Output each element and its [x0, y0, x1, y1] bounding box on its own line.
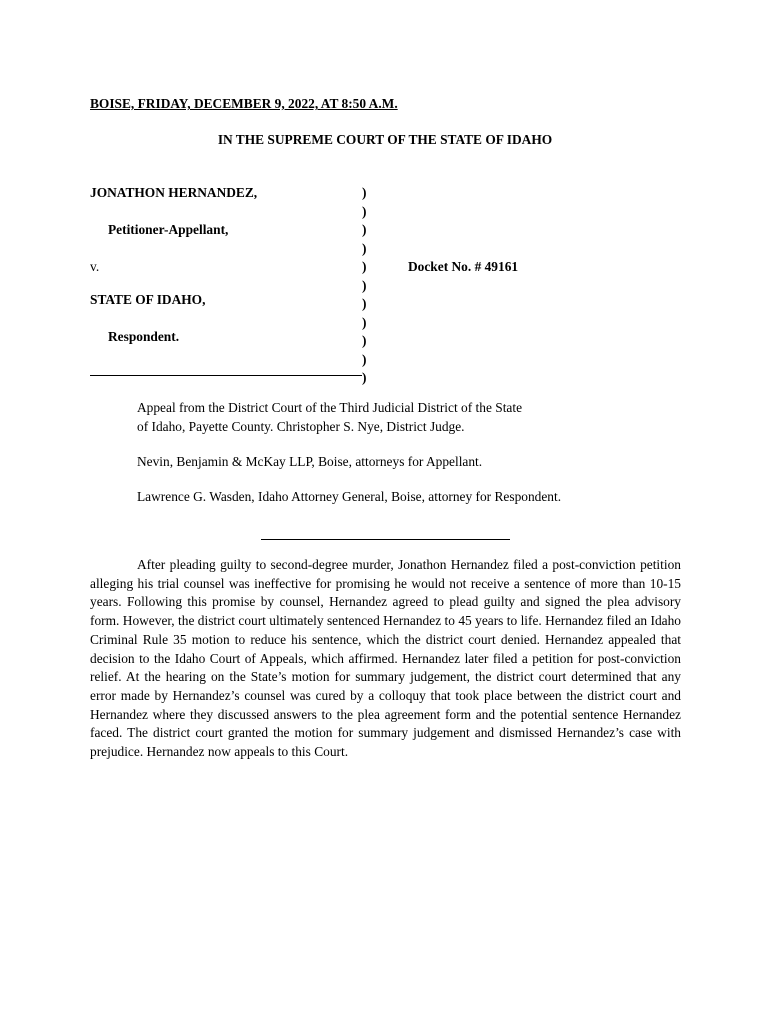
caption-paren: ) — [362, 185, 367, 200]
appeal-from-line: Appeal from the District Court of the Third Judicial District of the State — [137, 400, 523, 415]
appeal-from — [137, 398, 657, 436]
caption-versus: v. — [90, 259, 100, 274]
caption-paren: ) — [362, 240, 367, 256]
attorneys-appellant: Nevin, Benjamin & McKay LLP, Boise, attorneys for Appellant. — [137, 454, 483, 469]
caption-paren: ) — [362, 296, 367, 311]
caption-paren: ) — [362, 370, 367, 385]
docket-number: Docket No. # 49161 — [408, 259, 519, 274]
section-divider — [261, 539, 510, 540]
caption-paren: ) — [362, 333, 367, 348]
appeal-from-line: of Idaho, Payette County. Christopher S. Nye, District Judge. — [137, 419, 465, 434]
caption-petitioner: JONATHON HERNANDEZ, — [90, 185, 258, 200]
caption-paren: ) — [362, 351, 367, 367]
summary-paragraph: After pleading guilty to second-degree murder, Jonathon Hernandez filed a post-conviction petition alleging his trial counsel was ineffective for promising he would not receive a sentence of more than 10-15 years. Following this promise by counsel, Hernandez agreed to plead guilty and signed the plea advisory form. However, the district court ultimately sentenced Hernandez to 45 years to life. Hernandez filed an Idaho Criminal Rule 35 motion to reduce his sentence, which the district court denied. Hernandez appealed that decision to the Idaho Court of Appeals, which affirmed. Hernandez later filed a petition for post-conviction relief. At the hearing on the State’s motion for summary judgement, the district court determined that any error made by Hernandez’s counsel was cured by a colloquy that took place between the district court and Hernandez where they discussed answers to the plea agreement form and the potential sentence Hernandez faced. The district court granted the motion for summary judgement and dismissed Hernandez’s case with prejudice. Hernandez now appeals to this Court. — [90, 557, 681, 760]
caption-paren: ) — [362, 259, 367, 274]
court-title: IN THE SUPREME COURT OF THE STATE OF IDAHO — [217, 132, 553, 147]
caption-paren-column — [362, 184, 374, 388]
caption-paren: ) — [362, 314, 367, 330]
caption-paren: ) — [362, 277, 367, 293]
caption-paren: ) — [362, 203, 367, 219]
dateline: BOISE, FRIDAY, DECEMBER 9, 2022, AT 8:50 A.M. — [90, 96, 398, 111]
caption-petitioner-role: Petitioner-Appellant, — [108, 222, 229, 237]
caption-respondent: STATE OF IDAHO, — [90, 292, 206, 307]
caption-paren: ) — [362, 222, 367, 237]
caption-respondent-role: Respondent. — [108, 329, 180, 344]
caption-rule — [90, 375, 362, 376]
attorneys-respondent: Lawrence G. Wasden, Idaho Attorney General, Boise, attorney for Respondent. — [137, 489, 562, 504]
